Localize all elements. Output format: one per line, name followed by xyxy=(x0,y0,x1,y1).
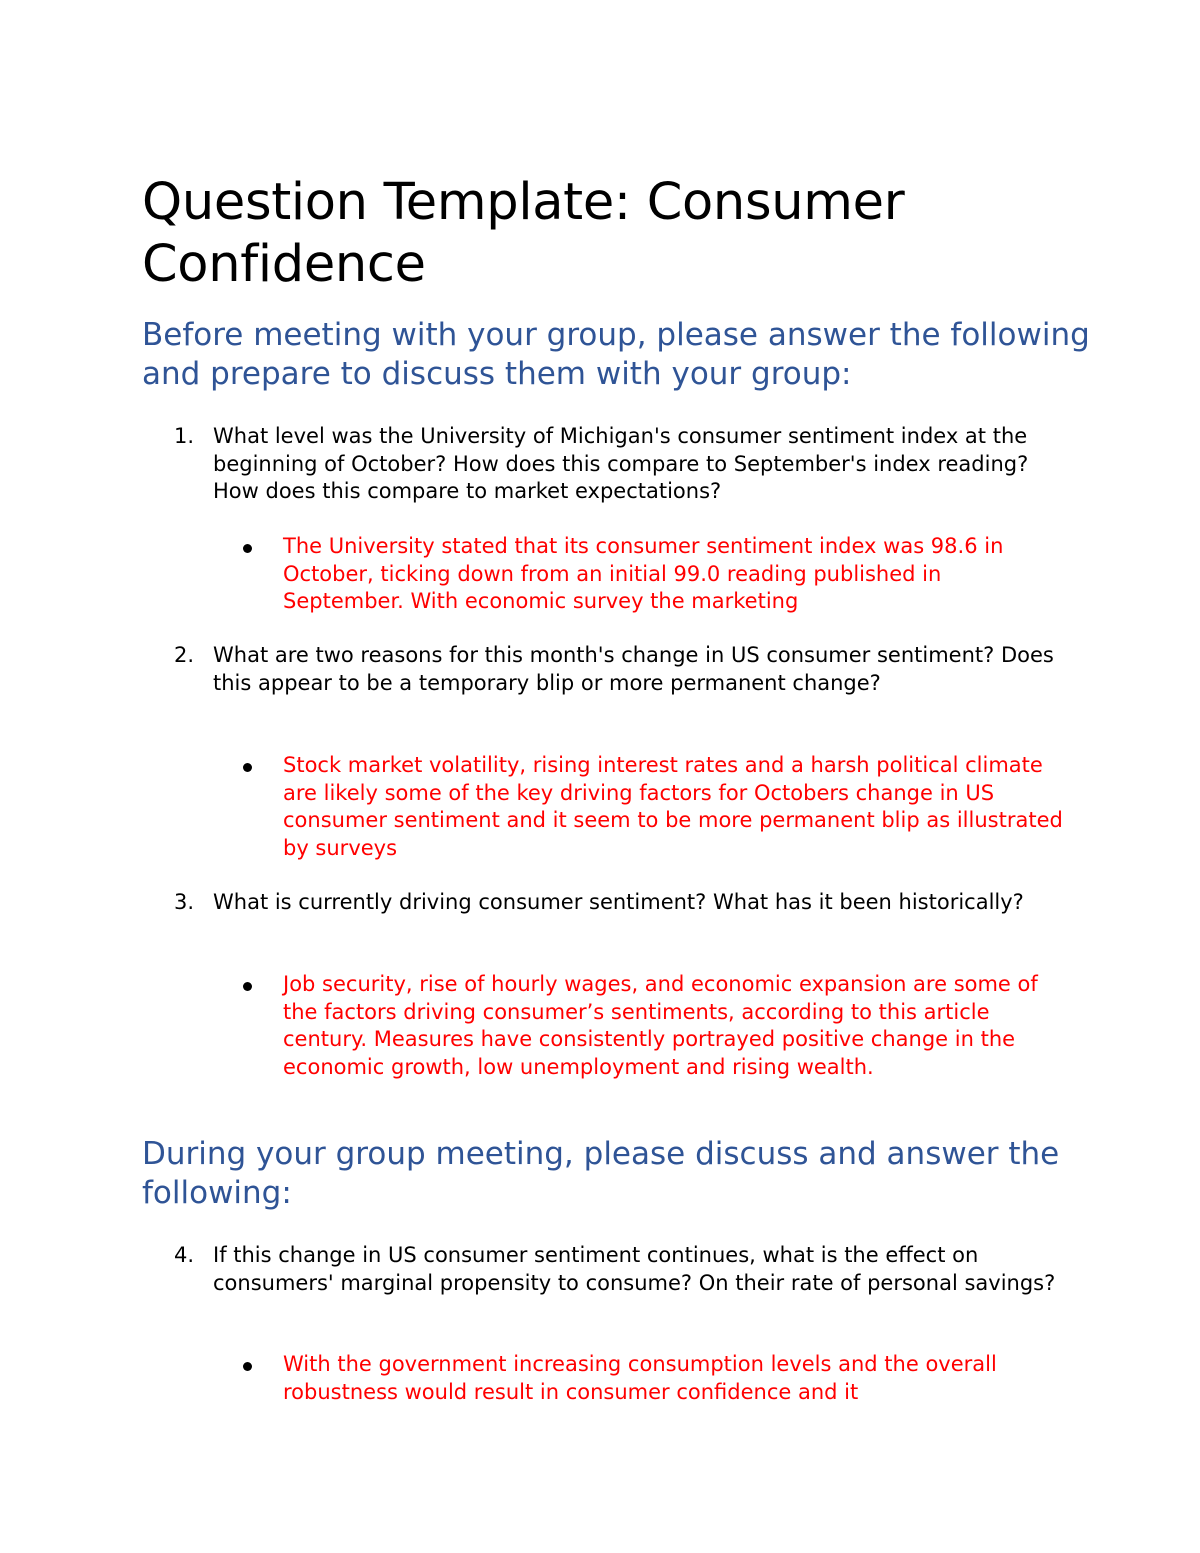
answer-3 xyxy=(243,971,1063,1081)
question-number: 2. xyxy=(174,643,195,667)
question-text: What is currently driving consumer sentiment? What has it been historically? xyxy=(213,890,1024,914)
answer-4 xyxy=(243,1351,1063,1406)
bullet-icon xyxy=(243,763,252,772)
question-number: 3. xyxy=(174,890,195,914)
section-heading-during-meeting: During your group meeting, please discuss and answer the following: xyxy=(142,1136,1060,1211)
question-1 xyxy=(174,423,1074,506)
bullet-icon xyxy=(243,982,252,991)
question-3 xyxy=(174,889,1074,917)
section-heading-before-meeting: Before meeting with your group, please answer the following and prepare to discuss them with your group: xyxy=(142,317,1090,392)
document-title: Question Template: Consumer Confidence xyxy=(142,173,905,294)
bullet-icon xyxy=(243,1362,252,1371)
answer-2 xyxy=(243,752,1063,862)
question-text: If this change in US consumer sentiment continues, what is the effect on consumers' marginal propensity to consume? On their rate of personal savings? xyxy=(213,1243,1056,1295)
question-number: 4. xyxy=(174,1243,195,1267)
question-4 xyxy=(174,1242,1074,1297)
answer-text: Job security, rise of hourly wages, and economic expansion are some of the factors driving consumer’s sentiments, according to this article century. Measures have consistently portrayed positive change in the economic growth, low unemployment and rising wealth. xyxy=(283,972,1038,1079)
question-number: 1. xyxy=(174,424,195,448)
question-text: What are two reasons for this month's change in US consumer sentiment? Does this appear to be a temporary blip or more permanent change? xyxy=(213,643,1054,695)
answer-text: The University stated that its consumer sentiment index was 98.6 in October, ticking down from an initial 99.0 reading published in September. With economic survey the marketing xyxy=(283,534,1004,613)
answer-text: Stock market volatility, rising interest rates and a harsh political climate are likely some of the key driving factors for Octobers change in US consumer sentiment and it seem to be more permanent blip as illustrated by surveys xyxy=(283,753,1063,860)
answer-text: With the government increasing consumption levels and the overall robustness would result in consumer confidence and it xyxy=(283,1352,997,1404)
answer-1 xyxy=(243,533,1063,616)
bullet-icon xyxy=(243,544,252,553)
question-text: What level was the University of Michigan's consumer sentiment index at the beginning of October? How does this compare to September's index reading? How does this compare to market expectations? xyxy=(213,424,1029,503)
question-2 xyxy=(174,642,1074,697)
